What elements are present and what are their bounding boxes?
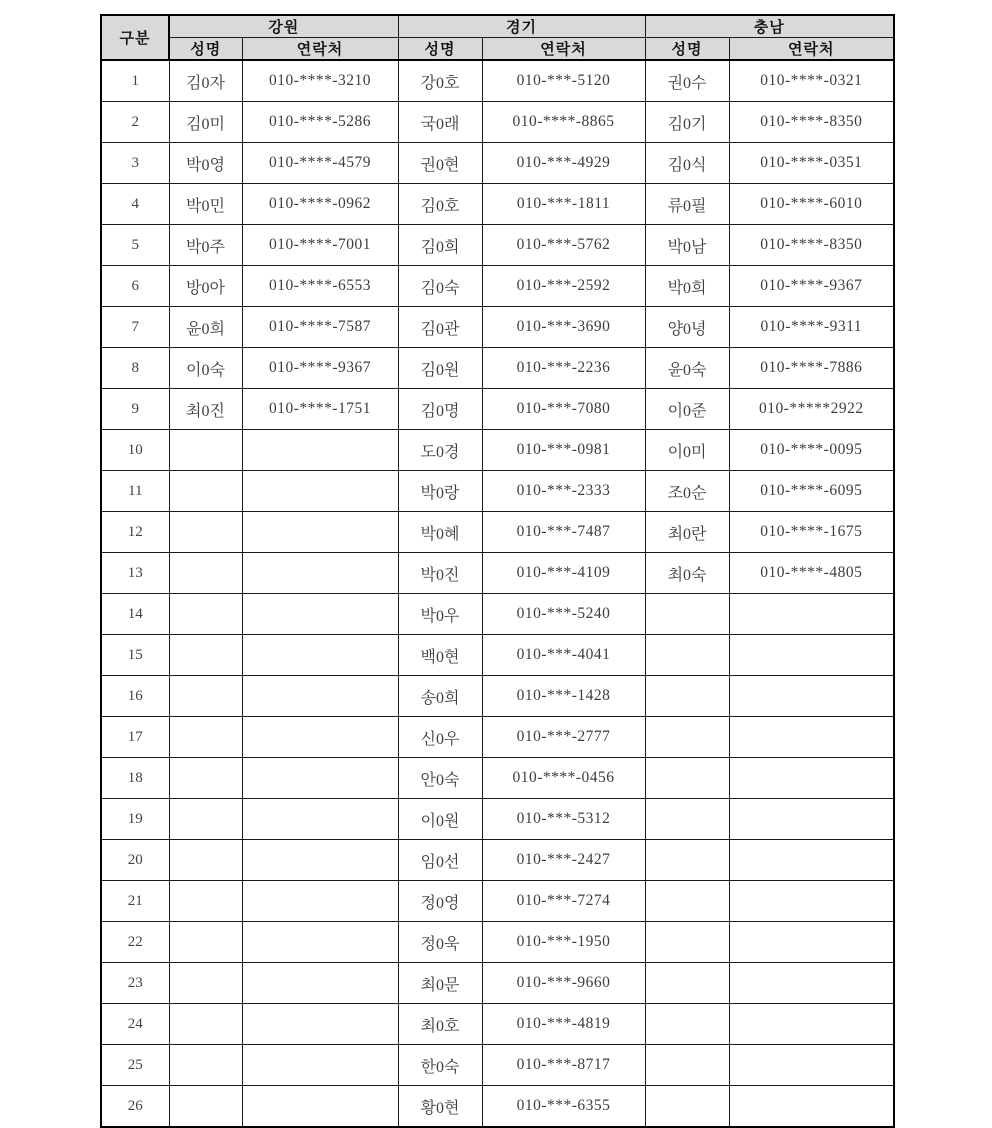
phone-cell-region-0 <box>242 430 398 471</box>
region-header-gangwon: 강원 <box>169 15 398 38</box>
phone-cell-region-1: 010-***-4819 <box>482 1004 645 1045</box>
phone-cell-region-1: 010-***-7487 <box>482 512 645 553</box>
table-header <box>101 15 894 60</box>
subheader-name-chungnam: 성명 <box>645 38 729 61</box>
table-row <box>101 1045 894 1086</box>
phone-cell-region-0 <box>242 717 398 758</box>
phone-cell-region-0 <box>242 963 398 1004</box>
phone-cell-region-2: 010-****-9311 <box>729 307 894 348</box>
subheader-name-gyeonggi: 성명 <box>398 38 482 61</box>
name-cell-region-2 <box>645 922 729 963</box>
phone-cell-region-2: 010-****-7886 <box>729 348 894 389</box>
name-cell-region-0: 김0자 <box>169 60 242 102</box>
row-number-cell: 25 <box>101 1045 169 1086</box>
row-number-cell: 3 <box>101 143 169 184</box>
table-row <box>101 594 894 635</box>
region-header-gyeonggi: 경기 <box>398 15 645 38</box>
table-row <box>101 963 894 1004</box>
name-cell-region-1: 권0현 <box>398 143 482 184</box>
phone-cell-region-2 <box>729 799 894 840</box>
phone-cell-region-1: 010-***-7080 <box>482 389 645 430</box>
name-cell-region-0 <box>169 430 242 471</box>
row-number-cell: 23 <box>101 963 169 1004</box>
name-cell-region-1: 황0현 <box>398 1086 482 1128</box>
name-cell-region-0 <box>169 717 242 758</box>
table-row <box>101 60 894 102</box>
name-cell-region-2: 양0녕 <box>645 307 729 348</box>
phone-cell-region-0 <box>242 840 398 881</box>
table-row <box>101 717 894 758</box>
name-cell-region-0 <box>169 512 242 553</box>
phone-cell-region-1: 010-***-4109 <box>482 553 645 594</box>
name-cell-region-1: 백0현 <box>398 635 482 676</box>
table-row <box>101 676 894 717</box>
phone-cell-region-1: 010-***-9660 <box>482 963 645 1004</box>
table-row <box>101 102 894 143</box>
table-row <box>101 635 894 676</box>
phone-cell-region-1: 010-***-1811 <box>482 184 645 225</box>
subheader-phone-gyeonggi: 연락처 <box>482 38 645 61</box>
phone-cell-region-2: 010-****-1675 <box>729 512 894 553</box>
row-number-cell: 6 <box>101 266 169 307</box>
table-row <box>101 840 894 881</box>
name-cell-region-2 <box>645 963 729 1004</box>
subheader-name-gangwon: 성명 <box>169 38 242 61</box>
name-cell-region-0 <box>169 799 242 840</box>
name-cell-region-0 <box>169 1004 242 1045</box>
name-cell-region-0 <box>169 881 242 922</box>
phone-cell-region-2 <box>729 1045 894 1086</box>
name-cell-region-2 <box>645 594 729 635</box>
sub-header-row <box>101 38 894 61</box>
phone-cell-region-2 <box>729 881 894 922</box>
name-cell-region-1: 김0숙 <box>398 266 482 307</box>
phone-cell-region-2 <box>729 1004 894 1045</box>
name-cell-region-1: 도0경 <box>398 430 482 471</box>
name-cell-region-1: 이0원 <box>398 799 482 840</box>
name-cell-region-0 <box>169 635 242 676</box>
name-cell-region-2 <box>645 881 729 922</box>
phone-cell-region-0: 010-****-9367 <box>242 348 398 389</box>
name-cell-region-2: 김0식 <box>645 143 729 184</box>
phone-cell-region-0 <box>242 881 398 922</box>
name-cell-region-0: 박0주 <box>169 225 242 266</box>
phone-cell-region-2: 010-*****2922 <box>729 389 894 430</box>
phone-cell-region-2: 010-****-6095 <box>729 471 894 512</box>
phone-cell-region-2: 010-****-0321 <box>729 60 894 102</box>
phone-cell-region-0: 010-****-7001 <box>242 225 398 266</box>
table-row <box>101 430 894 471</box>
phone-cell-region-1: 010-***-6355 <box>482 1086 645 1128</box>
phone-cell-region-2: 010-****-8350 <box>729 225 894 266</box>
name-cell-region-0: 김0미 <box>169 102 242 143</box>
name-cell-region-0: 방0아 <box>169 266 242 307</box>
phone-cell-region-2 <box>729 963 894 1004</box>
row-number-cell: 19 <box>101 799 169 840</box>
name-cell-region-2: 박0남 <box>645 225 729 266</box>
phone-cell-region-0: 010-****-1751 <box>242 389 398 430</box>
name-cell-region-1: 김0원 <box>398 348 482 389</box>
phone-cell-region-2 <box>729 922 894 963</box>
phone-cell-region-0: 010-****-7587 <box>242 307 398 348</box>
name-cell-region-2: 이0미 <box>645 430 729 471</box>
row-number-cell: 14 <box>101 594 169 635</box>
row-number-cell: 2 <box>101 102 169 143</box>
phone-cell-region-2: 010-****-6010 <box>729 184 894 225</box>
name-cell-region-2 <box>645 758 729 799</box>
name-cell-region-0 <box>169 840 242 881</box>
phone-cell-region-0: 010-****-4579 <box>242 143 398 184</box>
phone-cell-region-0 <box>242 512 398 553</box>
phone-cell-region-1: 010-***-8717 <box>482 1045 645 1086</box>
name-cell-region-0 <box>169 553 242 594</box>
table-row <box>101 225 894 266</box>
phone-cell-region-1: 010-***-4929 <box>482 143 645 184</box>
phone-cell-region-2: 010-****-0095 <box>729 430 894 471</box>
name-cell-region-0 <box>169 594 242 635</box>
name-cell-region-0 <box>169 676 242 717</box>
name-cell-region-1: 정0욱 <box>398 922 482 963</box>
name-cell-region-2 <box>645 717 729 758</box>
phone-cell-region-1: 010-****-8865 <box>482 102 645 143</box>
row-number-cell: 16 <box>101 676 169 717</box>
phone-cell-region-0 <box>242 1004 398 1045</box>
phone-cell-region-1: 010-***-5762 <box>482 225 645 266</box>
name-cell-region-2: 최0숙 <box>645 553 729 594</box>
region-header-chungnam: 충남 <box>645 15 894 38</box>
row-number-cell: 9 <box>101 389 169 430</box>
name-cell-region-1: 강0호 <box>398 60 482 102</box>
name-cell-region-1: 최0문 <box>398 963 482 1004</box>
row-number-cell: 8 <box>101 348 169 389</box>
table-row <box>101 881 894 922</box>
row-number-cell: 11 <box>101 471 169 512</box>
phone-cell-region-1: 010-***-7274 <box>482 881 645 922</box>
phone-cell-region-2 <box>729 594 894 635</box>
name-cell-region-1: 김0호 <box>398 184 482 225</box>
phone-cell-region-1: 010-***-2777 <box>482 717 645 758</box>
name-cell-region-2: 최0란 <box>645 512 729 553</box>
name-cell-region-0: 윤0희 <box>169 307 242 348</box>
phone-cell-region-2: 010-****-9367 <box>729 266 894 307</box>
phone-cell-region-2 <box>729 840 894 881</box>
phone-cell-region-1: 010-***-5120 <box>482 60 645 102</box>
row-number-cell: 22 <box>101 922 169 963</box>
row-number-cell: 1 <box>101 60 169 102</box>
name-cell-region-0 <box>169 1086 242 1128</box>
phone-cell-region-0 <box>242 1045 398 1086</box>
name-cell-region-1: 한0숙 <box>398 1045 482 1086</box>
table-body <box>101 60 894 1127</box>
phone-cell-region-1: 010-***-2236 <box>482 348 645 389</box>
name-cell-region-2 <box>645 676 729 717</box>
table-row <box>101 1086 894 1128</box>
table-row <box>101 143 894 184</box>
row-number-cell: 18 <box>101 758 169 799</box>
phone-cell-region-2 <box>729 758 894 799</box>
table-row <box>101 389 894 430</box>
name-cell-region-0: 이0숙 <box>169 348 242 389</box>
name-cell-region-0 <box>169 471 242 512</box>
phone-cell-region-0 <box>242 471 398 512</box>
phone-cell-region-1: 010-***-1950 <box>482 922 645 963</box>
phone-cell-region-0: 010-****-3210 <box>242 60 398 102</box>
phone-cell-region-0 <box>242 676 398 717</box>
table-row <box>101 266 894 307</box>
phone-cell-region-1: 010-***-2333 <box>482 471 645 512</box>
phone-cell-region-1: 010-****-0456 <box>482 758 645 799</box>
name-cell-region-0: 박0민 <box>169 184 242 225</box>
table-row <box>101 922 894 963</box>
contact-table <box>100 14 895 1128</box>
phone-cell-region-1: 010-***-2592 <box>482 266 645 307</box>
phone-cell-region-2 <box>729 717 894 758</box>
table-row <box>101 758 894 799</box>
name-cell-region-2: 박0희 <box>645 266 729 307</box>
phone-cell-region-1: 010-***-1428 <box>482 676 645 717</box>
row-number-cell: 13 <box>101 553 169 594</box>
phone-cell-region-1: 010-***-2427 <box>482 840 645 881</box>
table-row <box>101 184 894 225</box>
row-number-cell: 7 <box>101 307 169 348</box>
name-cell-region-1: 박0혜 <box>398 512 482 553</box>
name-cell-region-1: 임0선 <box>398 840 482 881</box>
table-row <box>101 553 894 594</box>
phone-cell-region-0 <box>242 799 398 840</box>
name-cell-region-2: 윤0숙 <box>645 348 729 389</box>
phone-cell-region-1: 010-***-5240 <box>482 594 645 635</box>
table-row <box>101 1004 894 1045</box>
name-cell-region-1: 박0랑 <box>398 471 482 512</box>
name-cell-region-2: 김0기 <box>645 102 729 143</box>
name-cell-region-1: 송0희 <box>398 676 482 717</box>
row-number-cell: 5 <box>101 225 169 266</box>
row-number-cell: 10 <box>101 430 169 471</box>
row-number-cell: 4 <box>101 184 169 225</box>
name-cell-region-1: 안0숙 <box>398 758 482 799</box>
name-cell-region-2 <box>645 840 729 881</box>
phone-cell-region-0 <box>242 635 398 676</box>
name-cell-region-2 <box>645 635 729 676</box>
row-number-cell: 15 <box>101 635 169 676</box>
row-number-cell: 20 <box>101 840 169 881</box>
table-row <box>101 348 894 389</box>
name-cell-region-2: 조0순 <box>645 471 729 512</box>
phone-cell-region-2 <box>729 1086 894 1128</box>
name-cell-region-2 <box>645 799 729 840</box>
table-row <box>101 307 894 348</box>
row-number-cell: 24 <box>101 1004 169 1045</box>
table-row <box>101 471 894 512</box>
name-cell-region-0 <box>169 1045 242 1086</box>
name-cell-region-1: 박0우 <box>398 594 482 635</box>
name-cell-region-2 <box>645 1004 729 1045</box>
subheader-phone-chungnam: 연락처 <box>729 38 894 61</box>
phone-cell-region-0: 010-****-0962 <box>242 184 398 225</box>
name-cell-region-2: 이0준 <box>645 389 729 430</box>
phone-cell-region-2: 010-****-0351 <box>729 143 894 184</box>
phone-cell-region-2: 010-****-4805 <box>729 553 894 594</box>
name-cell-region-1: 김0명 <box>398 389 482 430</box>
name-cell-region-2: 류0필 <box>645 184 729 225</box>
name-cell-region-1: 김0관 <box>398 307 482 348</box>
name-cell-region-0 <box>169 963 242 1004</box>
name-cell-region-2 <box>645 1045 729 1086</box>
name-cell-region-1: 신0우 <box>398 717 482 758</box>
phone-cell-region-0 <box>242 1086 398 1128</box>
phone-cell-region-1: 010-***-3690 <box>482 307 645 348</box>
phone-cell-region-2: 010-****-8350 <box>729 102 894 143</box>
phone-cell-region-0: 010-****-5286 <box>242 102 398 143</box>
name-cell-region-2: 권0수 <box>645 60 729 102</box>
phone-cell-region-1: 010-***-5312 <box>482 799 645 840</box>
row-number-cell: 17 <box>101 717 169 758</box>
name-cell-region-0: 박0영 <box>169 143 242 184</box>
name-cell-region-2 <box>645 1086 729 1128</box>
phone-cell-region-0 <box>242 758 398 799</box>
phone-cell-region-2 <box>729 676 894 717</box>
table-row <box>101 512 894 553</box>
region-header-row <box>101 15 894 38</box>
phone-cell-region-1: 010-***-0981 <box>482 430 645 471</box>
phone-cell-region-0 <box>242 553 398 594</box>
name-cell-region-1: 최0호 <box>398 1004 482 1045</box>
name-cell-region-1: 정0영 <box>398 881 482 922</box>
phone-cell-region-0: 010-****-6553 <box>242 266 398 307</box>
row-number-cell: 26 <box>101 1086 169 1128</box>
name-cell-region-1: 박0진 <box>398 553 482 594</box>
corner-header: 구분 <box>101 15 169 60</box>
name-cell-region-1: 김0희 <box>398 225 482 266</box>
phone-cell-region-0 <box>242 594 398 635</box>
phone-cell-region-0 <box>242 922 398 963</box>
name-cell-region-1: 국0래 <box>398 102 482 143</box>
table-row <box>101 799 894 840</box>
name-cell-region-0 <box>169 922 242 963</box>
name-cell-region-0 <box>169 758 242 799</box>
row-number-cell: 21 <box>101 881 169 922</box>
name-cell-region-0: 최0진 <box>169 389 242 430</box>
phone-cell-region-2 <box>729 635 894 676</box>
phone-cell-region-1: 010-***-4041 <box>482 635 645 676</box>
row-number-cell: 12 <box>101 512 169 553</box>
subheader-phone-gangwon: 연락처 <box>242 38 398 61</box>
